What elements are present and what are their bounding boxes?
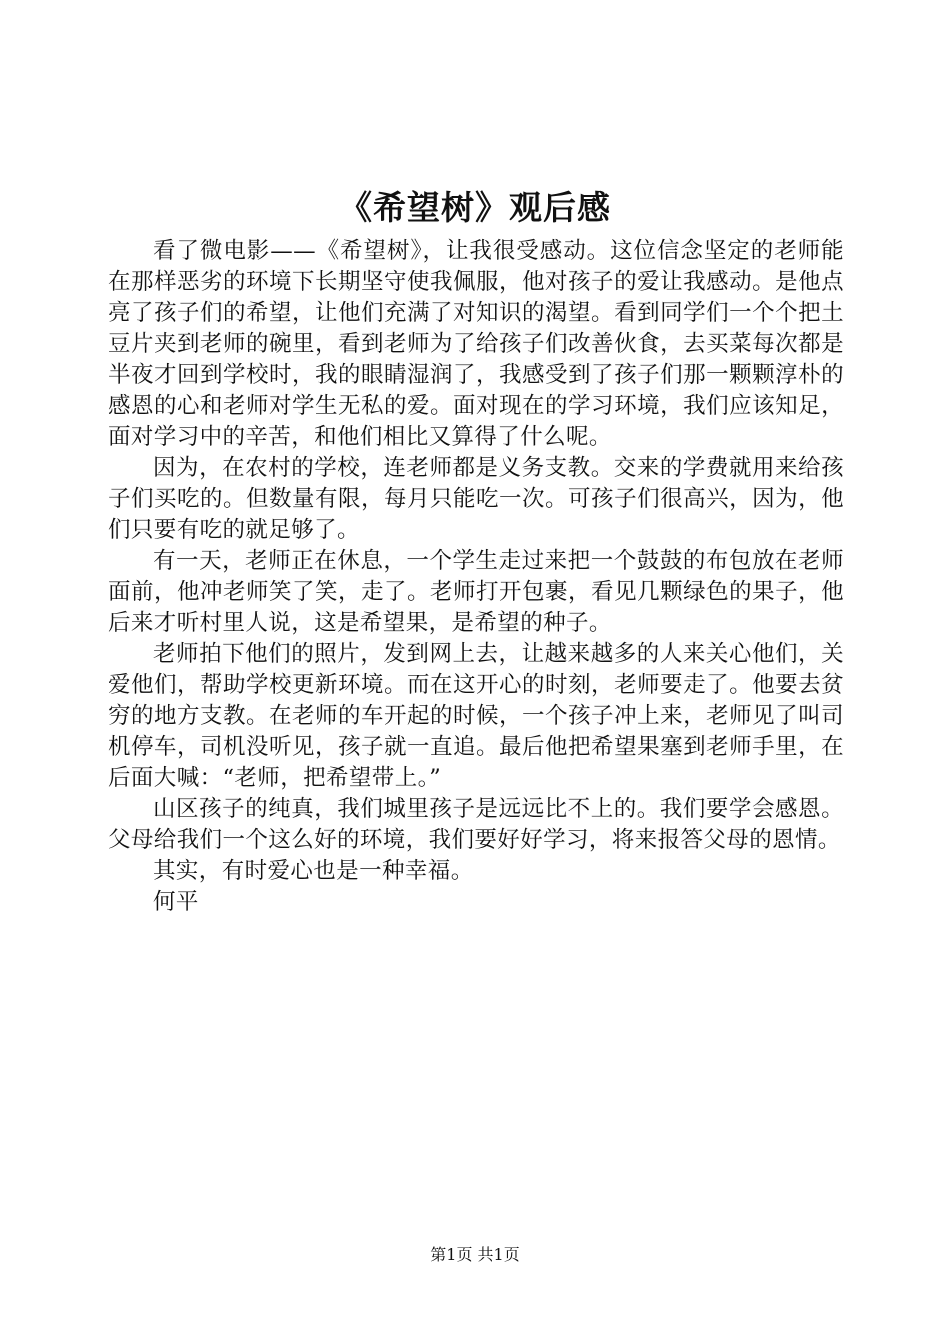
paragraph-4: 老师拍下他们的照片，发到网上去，让越来越多的人来关心他们，关爱他们，帮助学校更新环境。而在这开心的时刻，老师要走了。他要去贫穷的地方支教。在老师的车开起的时候，一个孩子冲上来，老师见了叫司机停车，司机没听见，孩子就一直追。最后他把希望果塞到老师手里，在后面大喊：“老师，把希望带上。” <box>108 641 844 791</box>
document-body <box>108 236 844 918</box>
paragraph-3: 有一天，老师正在休息，一个学生走过来把一个鼓鼓的布包放在老师面前，他冲老师笑了笑，走了。老师打开包裹，看见几颗绿色的果子，他后来才听村里人说，这是希望果，是希望的种子。 <box>108 548 844 636</box>
paragraph-5: 山区孩子的纯真，我们城里孩子是远远比不上的。我们要学会感恩。父母给我们一个这么好的环境，我们要好好学习，将来报答父母的恩情。 <box>108 796 844 853</box>
paragraph-2: 因为，在农村的学校，连老师都是义务支教。交来的学费就用来给孩子们买吃的。但数量有限，每月只能吃一次。可孩子们很高兴，因为，他们只要有吃的就足够了。 <box>108 455 844 543</box>
paragraph-1: 看了微电影——《希望树》，让我很受感动。这位信念坚定的老师能在那样恶劣的环境下长期坚守使我佩服，他对孩子的爱让我感动。是他点亮了孩子们的希望，让他们充满了对知识的渴望。看到同学们一个个把土豆片夹到老师的碗里，看到老师为了给孩子们改善伙食，去买菜每次都是半夜才回到学校时，我的眼睛湿润了，我感受到了孩子们那一颗颗淳朴的感恩的心和老师对学生无私的爱。面对现在的学习环境，我们应该知足，面对学习中的辛苦，和他们相比又算得了什么呢。 <box>108 238 844 450</box>
document-title: 《希望树》观后感 <box>339 188 611 227</box>
author-name: 何平 <box>153 889 199 915</box>
paragraph-6: 其实，有时爱心也是一种幸福。 <box>153 858 474 884</box>
page-number-footer: 第1页 共1页 <box>430 1245 520 1264</box>
